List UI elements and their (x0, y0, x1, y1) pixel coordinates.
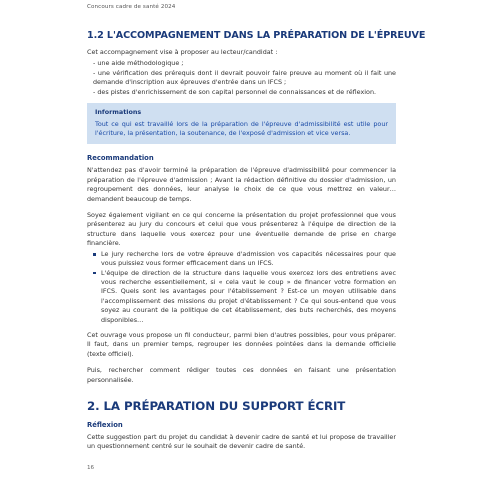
info-box (87, 103, 396, 144)
reflexion-title: Réflexion (87, 420, 123, 429)
intro-paragraph: Cet accompagnement vise à proposer au lecteur/candidat : (87, 48, 278, 56)
recommendation-paragraph-1: N'attendez pas d'avoir terminé la préparation de l'épreuve d'admissibilité pour commencer la préparation de l'épreuve d'admission ; Avant la rédaction définitive du dossier d'admission, un regroupement des données, leur analyse le choix de ce que vous mettrez en valeur… demandent beaucoup de temps. (87, 166, 396, 203)
recommendation-title: Recommandation (87, 154, 154, 163)
info-box-title: Informations (95, 108, 142, 117)
list-item: - une vérification des prérequis dont il devrait pouvoir faire preuve au moment où il fait une demande d'inscription aux épreuves d'entrée dans un IFCS ; (93, 69, 396, 88)
page-number: 16 (87, 465, 95, 471)
recommendation-paragraph-4: Puis, rechercher comment rédiger toutes ces données en faisant une présentation personnalisée. (87, 366, 396, 384)
list-item: - une aide méthodologique ; (93, 59, 396, 68)
bullet-item: L'équipe de direction de la structure dans laquelle vous exercez lors des entretiens avec vous recherche essentiellement, si « cela vaut le coup » de financer votre formation en IFCS. Quels sont les avantages pour l'établissement ? Est-ce un moyen utilisable dans l'accomplissement des missions du projet d'établissement ? Ce qui sous-entend que vous soyez au courant de la politique de cet établissement, des buts recherchés, des moyens disponibles… (93, 269, 396, 325)
aims-list (87, 59, 396, 97)
recommendation-bullets (87, 250, 396, 325)
page-content (87, 30, 426, 459)
recommendation-paragraph-3: Cet ouvrage vous propose un fil conducteur, parmi bien d'autres possibles, pour vous préparer. Il faut, dans un premier temps, regrouper les données pointées dans la demande officielle (texte officiel). (87, 330, 396, 358)
section-2-title: 2. LA PRÉPARATION DU SUPPORT ÉCRIT (87, 398, 346, 413)
reflexion-paragraph: Cette suggestion part du projet du candidat à devenir cadre de santé et lui propose de travailler un questionnement centré sur le souhait de devenir cadre de santé. (87, 432, 396, 451)
info-box-text: Tout ce qui est travaillé lors de la préparation de l'épreuve d'admissibilité est utile pour l'écriture, la présentation, la soutenance, de l'exposé d'admission et vice versa. (95, 120, 388, 138)
recommendation-paragraph-2: Soyez également vigilant en ce qui concerne la présentation du projet professionnel que vous présenterez au jury du concours et celui que vous présenterez à l'équipe de direction de la structure dans laquelle vous exercez pour une éventuelle demande de prise en charge financière. (87, 211, 396, 248)
running-head: Concours cadre de santé 2024 (87, 4, 176, 10)
section-1-2-title: 1.2 L'ACCOMPAGNEMENT DANS LA PRÉPARATION DE L'ÉPREUVE (87, 30, 426, 41)
bullet-item: Le jury recherche lors de votre épreuve d'admission vos capacités nécessaires pour que vous puissiez vous former efficacement dans un IFCS. (93, 250, 396, 269)
list-item: - des pistes d'enrichissement de son capital personnel de connaissances et de réflexion. (93, 88, 396, 97)
